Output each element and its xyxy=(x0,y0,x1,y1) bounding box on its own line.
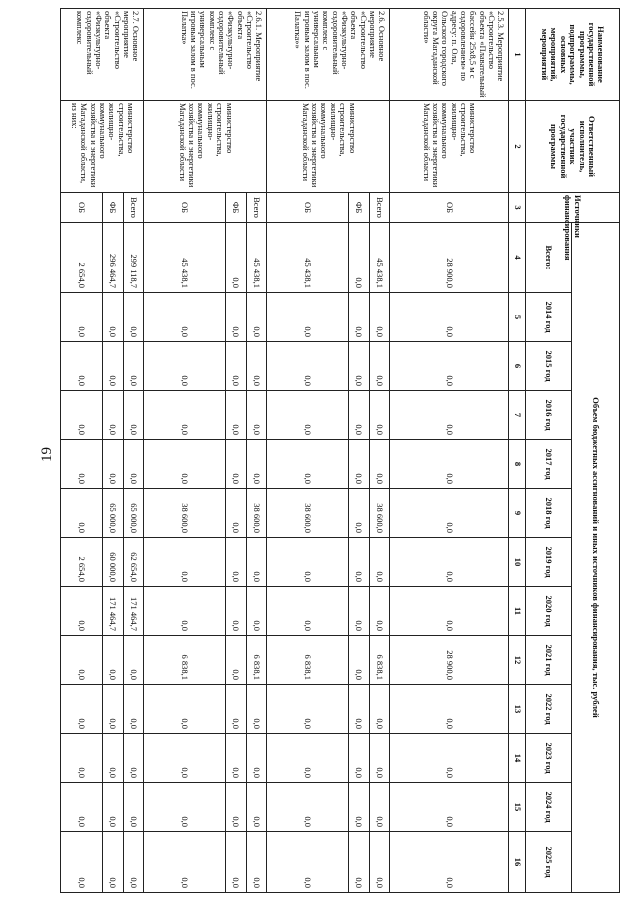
year-value: 0,0 xyxy=(267,440,348,489)
executor: министерство строительства, жилищно-коммунального хозяйства и энергетики Магаданской области, из них: xyxy=(61,101,144,193)
year-value: 0,0 xyxy=(267,293,348,342)
year-value: 0,0 xyxy=(61,685,103,734)
year-value: 0,0 xyxy=(390,391,509,440)
column-number: 12 xyxy=(509,636,526,685)
year-value: 0,0 xyxy=(225,538,246,587)
year-value: 0,0 xyxy=(144,587,225,636)
year-value: 0,0 xyxy=(369,685,390,734)
year-value: 0,0 xyxy=(390,342,509,391)
year-value: 0,0 xyxy=(390,734,509,783)
year-value: 0,0 xyxy=(123,832,144,893)
year-value: 0,0 xyxy=(61,391,103,440)
total-value: 28 900,0 xyxy=(390,223,509,293)
year-value: 0,0 xyxy=(267,734,348,783)
rotated-page xyxy=(60,8,620,888)
column-number: 4 xyxy=(509,223,526,293)
header-executor: Ответственный исполнитель, участник государственной программы xyxy=(526,101,620,193)
funding-source: ОБ xyxy=(144,193,225,223)
measure-name: 2.6.1. Мероприятие «Строительство объекта «Физкультурно-оздоровительный комплекс с универсальным игровым залом в пос. Палатка» xyxy=(144,9,267,101)
header-name: Наименование государственной программы, подпрограммы, основных мероприятий, мероприятий xyxy=(526,9,620,101)
year-value: 0,0 xyxy=(246,293,267,342)
year-value: 0,0 xyxy=(61,293,103,342)
header-year: 2021 год xyxy=(526,636,572,685)
year-value: 0,0 xyxy=(102,391,123,440)
header-source: Источники финансирования xyxy=(526,193,620,223)
year-value: 0,0 xyxy=(390,440,509,489)
year-value: 6 838,1 xyxy=(369,636,390,685)
column-number: 8 xyxy=(509,440,526,489)
year-value: 0,0 xyxy=(369,783,390,832)
column-number: 15 xyxy=(509,783,526,832)
year-value: 0,0 xyxy=(267,832,348,893)
funding-source: ФБ xyxy=(102,193,123,223)
total-value: 45 438,1 xyxy=(246,223,267,293)
header-year: 2018 год xyxy=(526,489,572,538)
year-value: 0,0 xyxy=(102,293,123,342)
year-value: 0,0 xyxy=(390,293,509,342)
year-value: 0,0 xyxy=(369,832,390,893)
total-value: 45 438,1 xyxy=(144,223,225,293)
header-year: 2019 год xyxy=(526,538,572,587)
year-value: 0,0 xyxy=(267,783,348,832)
year-value: 0,0 xyxy=(348,587,369,636)
year-value: 0,0 xyxy=(225,685,246,734)
year-value: 65 000,0 xyxy=(102,489,123,538)
year-value: 0,0 xyxy=(102,342,123,391)
year-value: 38 600,0 xyxy=(246,489,267,538)
year-value: 0,0 xyxy=(225,391,246,440)
year-value: 0,0 xyxy=(369,538,390,587)
year-value: 0,0 xyxy=(348,734,369,783)
year-value: 62 654,0 xyxy=(123,538,144,587)
year-value: 0,0 xyxy=(123,636,144,685)
year-value: 0,0 xyxy=(369,391,390,440)
header-year: 2023 год xyxy=(526,734,572,783)
year-value: 0,0 xyxy=(390,538,509,587)
measure-name: 2.5.3. Мероприятие «Строительство объекта «Плавательный бассейн 25х8,5 м с оздоровлением» по адресу: п. Ола, Ольского городского округа Магаданской области» xyxy=(390,9,509,101)
year-value: 0,0 xyxy=(246,538,267,587)
total-value: 0,0 xyxy=(225,223,246,293)
year-value: 0,0 xyxy=(225,342,246,391)
header-year: 2025 год xyxy=(526,832,572,893)
year-value: 0,0 xyxy=(267,685,348,734)
year-value: 0,0 xyxy=(61,832,103,893)
year-value: 0,0 xyxy=(123,685,144,734)
year-value: 0,0 xyxy=(144,440,225,489)
year-value: 0,0 xyxy=(348,783,369,832)
executor: министерство строительства, жилищно-коммунального хозяйства и энергетики Магаданской области xyxy=(144,101,267,193)
year-value: 0,0 xyxy=(61,342,103,391)
year-value: 0,0 xyxy=(246,587,267,636)
year-value: 0,0 xyxy=(123,293,144,342)
column-number: 9 xyxy=(509,489,526,538)
total-value: 45 438,1 xyxy=(369,223,390,293)
column-number: 16 xyxy=(509,832,526,893)
column-number: 3 xyxy=(509,193,526,223)
year-value: 0,0 xyxy=(102,636,123,685)
year-value: 0,0 xyxy=(369,587,390,636)
column-number: 13 xyxy=(509,685,526,734)
executor: министерство строительства, жилищно-коммунального хозяйства и энергетики Магаданской области xyxy=(390,101,509,193)
year-value: 0,0 xyxy=(144,538,225,587)
header-funding-group: Объем бюджетных ассигнований и иных источников финансирования, тыс. рублей xyxy=(572,223,620,893)
funding-source: ОБ xyxy=(61,193,103,223)
year-value: 0,0 xyxy=(246,685,267,734)
column-number: 7 xyxy=(509,391,526,440)
year-value: 0,0 xyxy=(102,783,123,832)
budget-table xyxy=(60,8,620,893)
header-year: 2016 год xyxy=(526,391,572,440)
table-row xyxy=(390,9,509,893)
year-value: 0,0 xyxy=(225,489,246,538)
year-value: 171 464,7 xyxy=(102,587,123,636)
year-value: 0,0 xyxy=(390,832,509,893)
year-value: 0,0 xyxy=(348,293,369,342)
column-number: 14 xyxy=(509,734,526,783)
year-value: 0,0 xyxy=(348,391,369,440)
year-value: 0,0 xyxy=(225,783,246,832)
year-value: 0,0 xyxy=(225,636,246,685)
year-value: 0,0 xyxy=(123,342,144,391)
year-value: 0,0 xyxy=(144,391,225,440)
year-value: 0,0 xyxy=(144,342,225,391)
year-value: 0,0 xyxy=(267,587,348,636)
header-year: 2015 год xyxy=(526,342,572,391)
year-value: 0,0 xyxy=(102,440,123,489)
table-row xyxy=(123,9,144,893)
year-value: 0,0 xyxy=(123,391,144,440)
year-value: 0,0 xyxy=(61,489,103,538)
year-value: 0,0 xyxy=(225,587,246,636)
funding-source: Всего xyxy=(246,193,267,223)
year-value: 0,0 xyxy=(267,391,348,440)
header-year: 2022 год xyxy=(526,685,572,734)
header-year: 2020 год xyxy=(526,587,572,636)
table-row xyxy=(246,9,267,893)
column-number-row xyxy=(509,9,526,893)
column-number: 5 xyxy=(509,293,526,342)
column-number: 1 xyxy=(509,9,526,101)
year-value: 0,0 xyxy=(369,440,390,489)
year-value: 0,0 xyxy=(246,391,267,440)
year-value: 0,0 xyxy=(61,440,103,489)
total-value: 299 118,7 xyxy=(123,223,144,293)
year-value: 6 838,1 xyxy=(246,636,267,685)
header-total: Всего: xyxy=(526,223,572,293)
measure-name: 2.6. Основное мероприятие «Строительство объекта «Физкультурно-оздоровительный комплекс с универсальным игровым залом в пос. Палатка»» xyxy=(267,9,390,101)
year-value: 0,0 xyxy=(144,293,225,342)
total-value: 296 464,7 xyxy=(102,223,123,293)
executor: министерство строительства, жилищно-коммунального хозяйства и энергетики Магаданской области xyxy=(267,101,390,193)
year-value: 28 900,0 xyxy=(390,636,509,685)
year-value: 38 600,0 xyxy=(369,489,390,538)
year-value: 0,0 xyxy=(390,489,509,538)
year-value: 65 000,0 xyxy=(123,489,144,538)
year-value: 0,0 xyxy=(390,587,509,636)
year-value: 38 600,0 xyxy=(267,489,348,538)
column-number: 6 xyxy=(509,342,526,391)
funding-source: ФБ xyxy=(225,193,246,223)
year-value: 0,0 xyxy=(246,342,267,391)
year-value: 0,0 xyxy=(61,783,103,832)
year-value: 0,0 xyxy=(123,783,144,832)
year-value: 0,0 xyxy=(348,489,369,538)
total-value: 45 438,1 xyxy=(267,223,348,293)
year-value: 0,0 xyxy=(225,293,246,342)
year-value: 0,0 xyxy=(61,636,103,685)
year-value: 0,0 xyxy=(144,734,225,783)
year-value: 171 464,7 xyxy=(123,587,144,636)
year-value: 0,0 xyxy=(348,685,369,734)
year-value: 0,0 xyxy=(369,293,390,342)
funding-source: ОБ xyxy=(390,193,509,223)
year-value: 0,0 xyxy=(369,342,390,391)
year-value: 0,0 xyxy=(246,832,267,893)
header-year: 2024 год xyxy=(526,783,572,832)
funding-source: Всего xyxy=(369,193,390,223)
year-value: 0,0 xyxy=(369,734,390,783)
total-value: 2 654,0 xyxy=(61,223,103,293)
year-value: 0,0 xyxy=(348,342,369,391)
year-value: 0,0 xyxy=(61,587,103,636)
year-value: 0,0 xyxy=(267,538,348,587)
page-number: 19 xyxy=(39,447,55,462)
header-year: 2014 год xyxy=(526,293,572,342)
year-value: 6 838,1 xyxy=(267,636,348,685)
year-value: 0,0 xyxy=(144,832,225,893)
year-value: 0,0 xyxy=(102,685,123,734)
year-value: 0,0 xyxy=(348,832,369,893)
total-value: 0,0 xyxy=(348,223,369,293)
year-value: 0,0 xyxy=(123,440,144,489)
year-value: 0,0 xyxy=(390,685,509,734)
year-value: 0,0 xyxy=(246,783,267,832)
funding-source: Всего xyxy=(123,193,144,223)
year-value: 0,0 xyxy=(225,832,246,893)
funding-source: ОБ xyxy=(267,193,348,223)
funding-source: ФБ xyxy=(348,193,369,223)
year-value: 0,0 xyxy=(246,440,267,489)
year-value: 0,0 xyxy=(123,734,144,783)
header-year: 2017 год xyxy=(526,440,572,489)
year-value: 0,0 xyxy=(144,685,225,734)
year-value: 0,0 xyxy=(348,440,369,489)
year-value: 0,0 xyxy=(348,538,369,587)
year-value: 2 654,0 xyxy=(61,538,103,587)
year-value: 0,0 xyxy=(390,783,509,832)
year-value: 0,0 xyxy=(102,832,123,893)
year-value: 0,0 xyxy=(225,734,246,783)
year-value: 0,0 xyxy=(102,734,123,783)
year-value: 38 600,0 xyxy=(144,489,225,538)
column-number: 11 xyxy=(509,587,526,636)
year-value: 0,0 xyxy=(246,734,267,783)
year-value: 0,0 xyxy=(348,636,369,685)
year-value: 0,0 xyxy=(144,783,225,832)
table-row xyxy=(369,9,390,893)
column-number: 2 xyxy=(509,101,526,193)
year-value: 0,0 xyxy=(225,440,246,489)
measure-name: 2.7. Основное мероприятие «Строительство объекта «Физкультурно-оздоровительный комплекс xyxy=(61,9,144,101)
year-value: 6 838,1 xyxy=(144,636,225,685)
year-value: 0,0 xyxy=(267,342,348,391)
column-number: 10 xyxy=(509,538,526,587)
year-value: 60 000,0 xyxy=(102,538,123,587)
year-value: 0,0 xyxy=(61,734,103,783)
